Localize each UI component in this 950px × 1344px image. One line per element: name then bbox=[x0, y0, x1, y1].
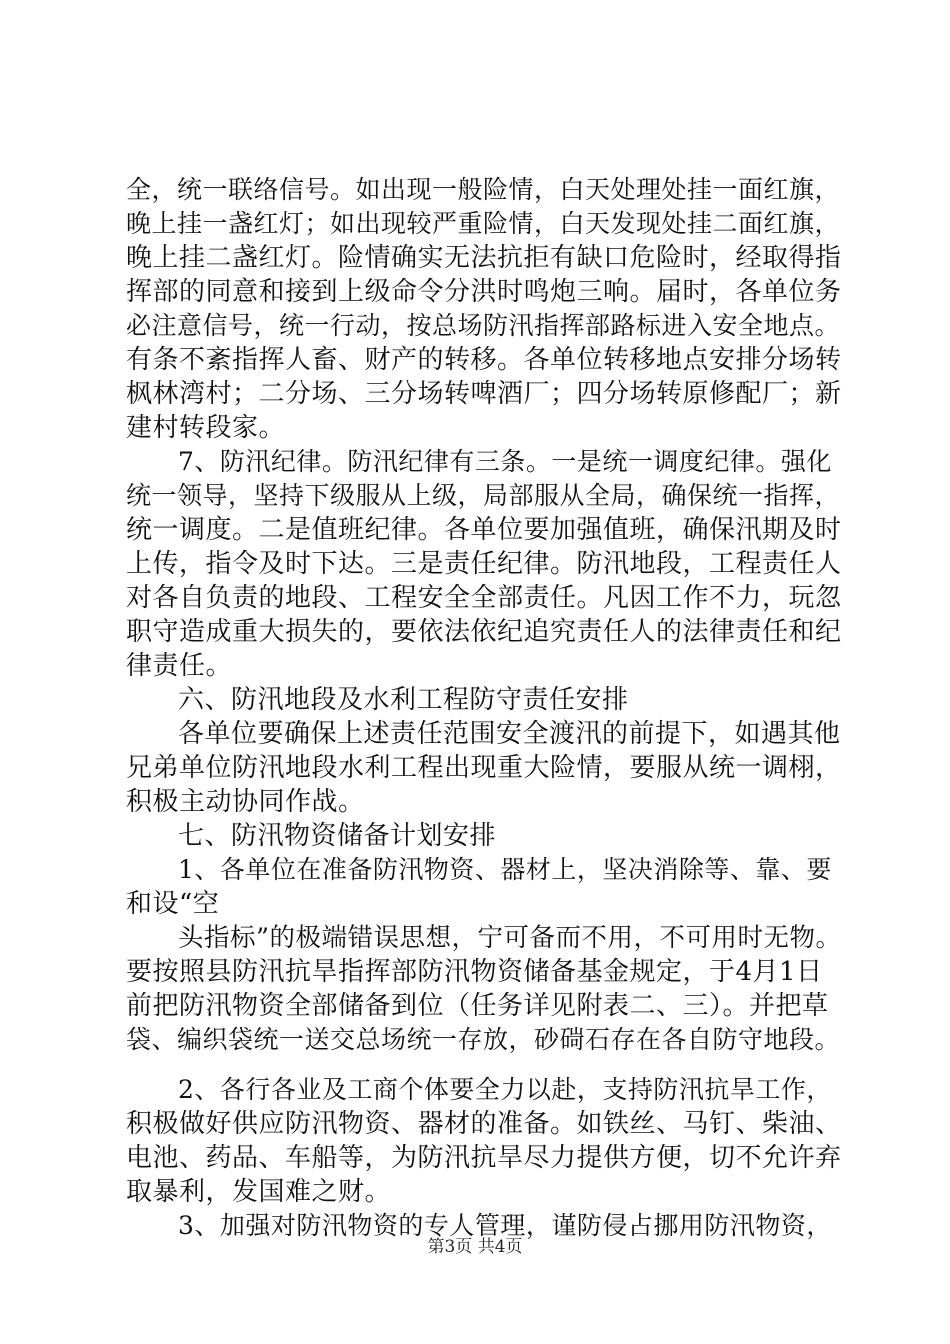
paragraph-start-line: 1、各单位在准备防汛物资、器材上，坚决消除等、靠、要 bbox=[178, 855, 832, 884]
paragraph-start-line: 各单位要确保上述责任范围安全渡汛的前提下，如遇其他 bbox=[178, 719, 841, 749]
text-line: 有条不紊指挥人畜、财产的转移。各单位转移地点安排分场转 bbox=[126, 345, 842, 375]
page-number-footer: 第3页 共4页 bbox=[427, 1237, 523, 1257]
text-line: 统一调度。二是值班纪律。各单位要加强值班，确保汛期及时 bbox=[126, 515, 842, 545]
text-line: 挥部的同意和接到上级命令分洪时鸣炮三响。届时，各单位务 bbox=[126, 277, 842, 307]
text-line: 全，统一联络信号。如出现一般险情，白天处理处挂一面红旗， bbox=[126, 175, 841, 204]
text-line: 兄弟单位防汛地段水利工程出现重大险情，要服从统一调栩， bbox=[126, 753, 842, 783]
text-line: 必注意信号，统一行动，按总场防汛指挥部路标进入安全地点。 bbox=[126, 311, 841, 340]
text-line: 前把防汛物资全部储备到位（任务详见附表二、三）。并把草 bbox=[126, 991, 829, 1021]
paragraph-start-line: 3、加强对防汛物资的专人管理，谨防侵占挪用防汛物资， bbox=[178, 1211, 832, 1240]
text-line: 积极主动协同作战。 bbox=[126, 787, 365, 817]
text-line: 电池、药品、车船等，为防汛抗旱尽力提供方便，切不允许弃 bbox=[126, 1143, 842, 1173]
text-line: 和设“空 bbox=[126, 889, 220, 919]
text-line: 上传，指令及时下达。三是责任纪律。防汛地段，工程责任人 bbox=[126, 549, 842, 579]
text-line: 袋、编织袋统一送交总场统一存放，砂碋石存在各自防守地段。 bbox=[126, 1025, 841, 1054]
text-line: 晚上挂二盏红灯。险情确实无法抗拒有缺口危险时，经取得指 bbox=[126, 243, 842, 273]
text-line: 职守造成重大损失的，要依法依纪追究责任人的法律责任和纪 bbox=[126, 617, 842, 647]
paragraph-start-line: 2、各行各业及工商个体要全力以赴，支持防汛抗旱工作， bbox=[178, 1075, 832, 1104]
text-line: 取暴利，发国难之财。 bbox=[126, 1177, 392, 1207]
section-heading: 七、防汛物资储备计划安排 bbox=[178, 821, 497, 851]
text-line: 枫林湾村；二分场、三分场转啤酒厂；四分场转原修配厂；新 bbox=[126, 379, 842, 409]
text-line: 要按照县防汛抗旱指挥部防汛物资储备基金规定，于4月1日 bbox=[126, 957, 823, 987]
text-line: 对各自负责的地段、工程安全全部责任。凡因工作不力，玩忽 bbox=[126, 583, 842, 613]
section-heading: 六、防汛地段及水利工程防守责任安排 bbox=[178, 685, 629, 715]
paragraph-start-line: 7、防汛纪律。防汛纪律有三条。一是统一调度纪律。强化 bbox=[178, 447, 832, 476]
text-line: 晚上挂一盏红灯；如出现较严重险情，白天发现处挂二面红旗， bbox=[126, 209, 841, 238]
text-line: 头指标”的极端错误思想，宁可备而不用，不可用时无物。 bbox=[178, 923, 842, 953]
text-line: 建村转段家。 bbox=[126, 413, 286, 443]
text-line: 统一领导，坚持下级服从上级，局部服从全局，确保统一指挥， bbox=[126, 481, 841, 510]
text-line: 律责任。 bbox=[126, 651, 233, 681]
text-line: 积极做好供应防汛物资、器材的准备。如铁丝、马钉、柴油、 bbox=[126, 1109, 842, 1139]
